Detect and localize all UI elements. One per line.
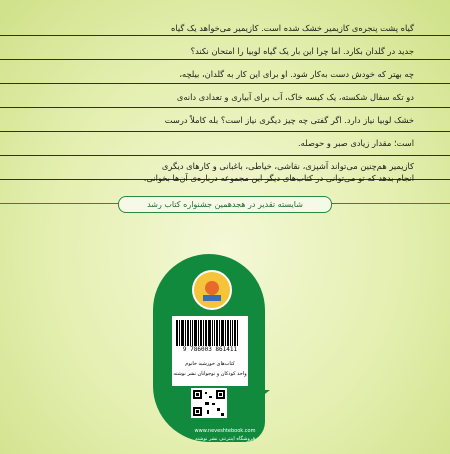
bubble-tail <box>242 390 270 412</box>
publisher-line: کتاب‌های خورشید خانوم <box>185 361 235 367</box>
ruled-line <box>0 35 450 36</box>
ruled-line <box>0 83 450 84</box>
paragraph-line: دو تکه سفال شکسته، یک کیسه خاک، آب برای آبیاری و تعدادی دانه‌ی <box>176 92 414 102</box>
qr-code-icon <box>191 388 227 418</box>
paragraph-line: خشک لوبیا نیاز دارد. اگر گفتی چه چیز دیگری نیاز است؟ بله کاملاً درست <box>164 115 414 125</box>
ruled-line <box>0 59 450 60</box>
publisher-line: واحد کودکان و نوجوانان نشر نوشته <box>173 371 247 377</box>
ruled-line <box>0 107 450 108</box>
badge-rule-right <box>332 203 450 204</box>
barcode-icon <box>176 320 244 346</box>
badge-rule-left <box>0 203 118 204</box>
publisher-logo-icon <box>192 270 232 310</box>
paragraph-line: است؛ مقدار زیادی صبر و حوصله. <box>298 138 414 148</box>
publisher-address: فروشگاه اینترنتی نشر نوشته <box>194 436 255 442</box>
paragraph-line: کازیمیر هم‌چنین می‌تواند آشپزی، نقاشی، خیاطی، باغبانی و کارهای دیگری <box>161 161 414 171</box>
barcode-card <box>172 316 248 386</box>
paragraph-line: جدید در گلدان بکارد. اما چرا این بار یک گیاه لوبیا را امتحان نکند؟ <box>190 46 414 56</box>
barcode-number: 9 786003 861411 <box>182 346 238 353</box>
paragraph-line: گیاه پشت پنجره‌ی کازیمیر خشک شده است. کازیمیر می‌خواهد یک گیاه <box>170 23 414 33</box>
paragraph-line: چه بهتر که خودش دست به‌کار شود. او برای این کار به گلدان، بیلچه، <box>179 69 414 79</box>
publisher-website: www.neveshtebook.com <box>194 428 256 434</box>
ruled-line <box>0 131 450 132</box>
paragraph-line: انجام بدهد که تو می‌توانی در کتاب‌های دیگر این مجموعه درباره‌ی آن‌ها بخوانی. <box>143 173 414 183</box>
award-badge: شایسته تقدیر در هجدهمین جشنواره کتاب رشد <box>118 196 332 213</box>
ruled-line <box>0 155 450 156</box>
